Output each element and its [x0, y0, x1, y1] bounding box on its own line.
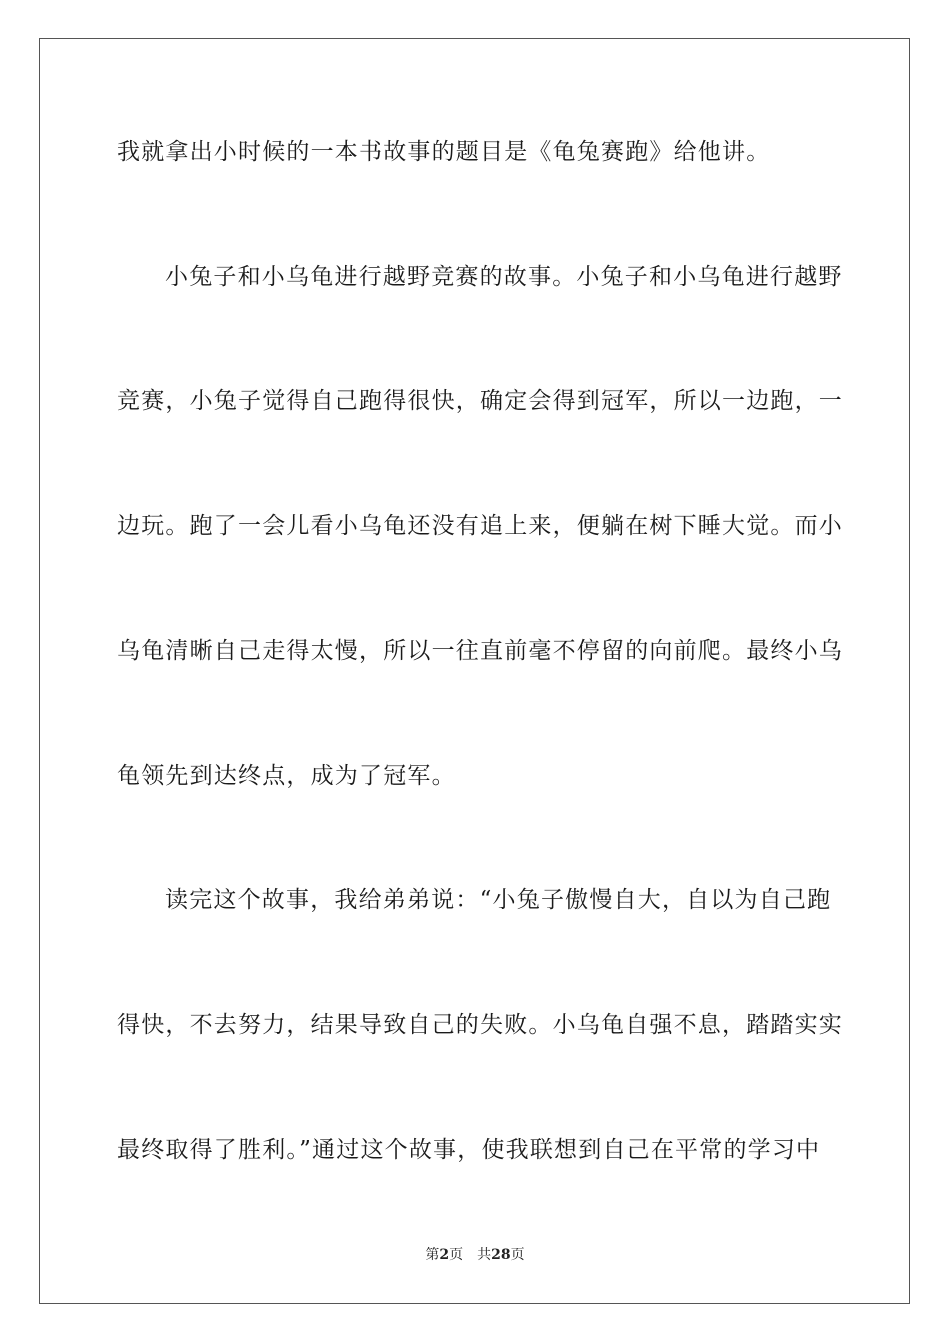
- page-prefix: 第: [425, 1247, 440, 1263]
- text-line-1: 我就拿出小时候的一本书故事的题目是《龟兔赛跑》给他讲。: [117, 139, 771, 165]
- text-line-9: 最终取得了胜利。”通过这个故事，使我联想到自己在平常的学习中: [117, 1137, 821, 1163]
- page-number: 2: [439, 1247, 450, 1263]
- text-line-7: 读完这个故事，我给弟弟说：“小兔子傲慢自大，自以为自己跑: [165, 887, 832, 913]
- text-line-2: 小兔子和小乌龟进行越野竞赛的故事。小兔子和小乌龟进行越野: [165, 264, 843, 290]
- text-line-3: 竞赛，小兔子觉得自己跑得很快，确定会得到冠军，所以一边跑，一: [117, 388, 843, 414]
- page-suffix: 页: [449, 1247, 464, 1263]
- text-line-4: 边玩。跑了一会儿看小乌龟还没有追上来，便躺在树下睡大觉。而小: [117, 513, 843, 539]
- text-line-8: 得快，不去努力，结果导致自己的失败。小乌龟自强不息，踏踏实实: [117, 1012, 843, 1038]
- text-line-6: 龟领先到达终点，成为了冠军。: [117, 763, 456, 789]
- page-border: [39, 38, 910, 1304]
- page-footer: [0, 1245, 950, 1265]
- text-line-5: 乌龟清晰自己走得太慢，所以一往直前毫不停留的向前爬。最终小乌: [117, 638, 843, 664]
- total-pages: 28: [491, 1247, 511, 1263]
- total-prefix: 共: [477, 1247, 492, 1263]
- total-suffix: 页: [510, 1247, 525, 1263]
